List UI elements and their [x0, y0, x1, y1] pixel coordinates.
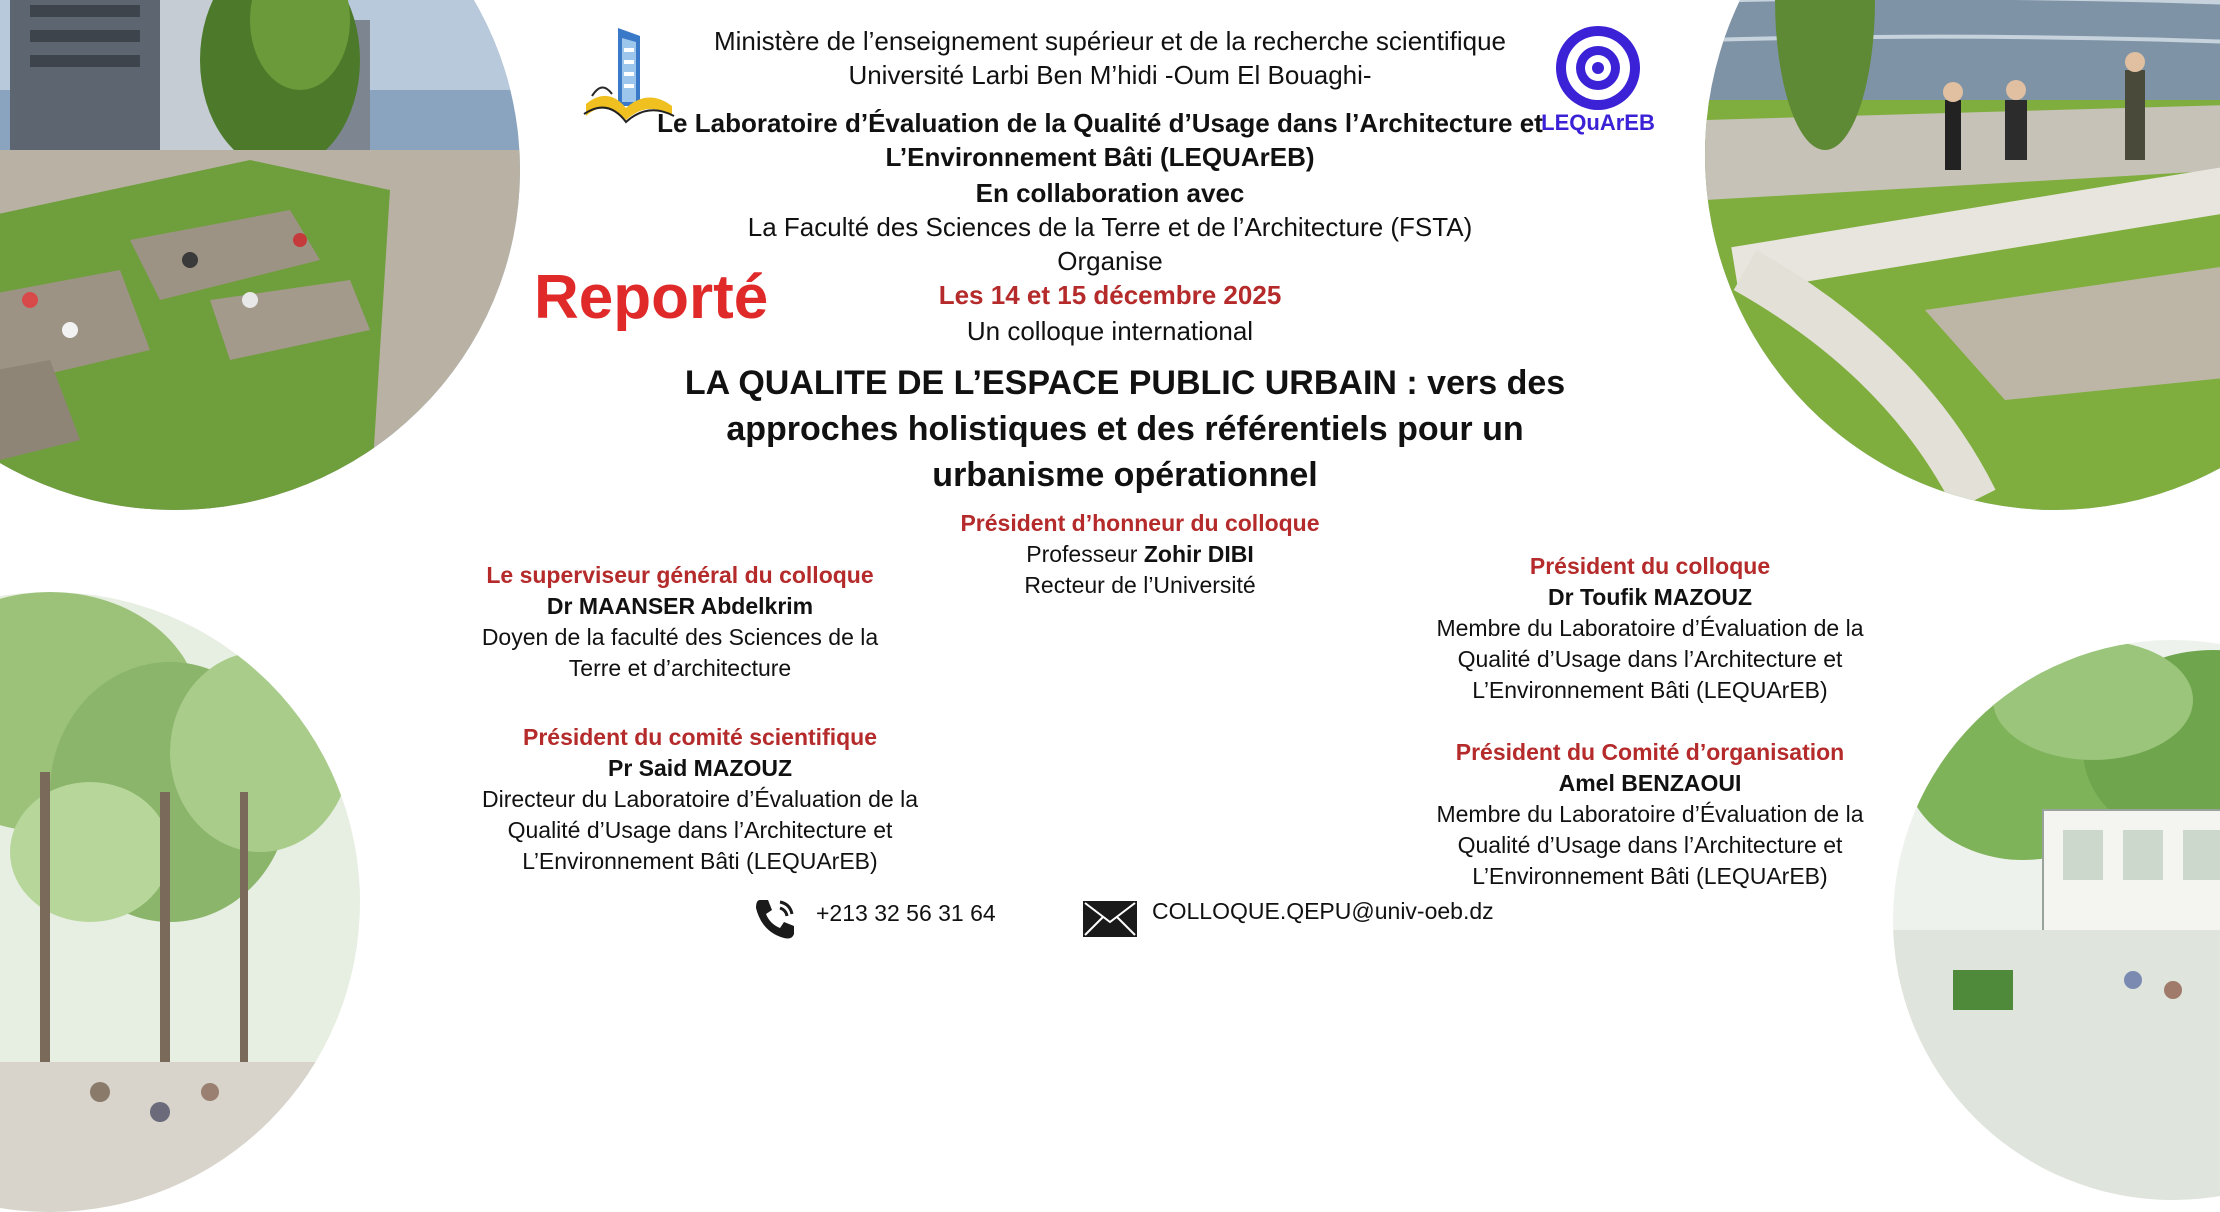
scientific-desc-2: Qualité d’Usage dans l’Architecture et [507, 817, 893, 843]
supervisor-desc-1: Doyen de la faculté des Sciences de la [481, 624, 879, 650]
lab-logo-text: LEQuArEB [1541, 110, 1655, 135]
president-role: Président du colloque [1529, 553, 1771, 579]
honor-name-line [880, 539, 1400, 570]
faculty-line: La Faculté des Sciences de la Terre et de l’Architecture (FSTA) [747, 212, 1473, 242]
event-type: Un colloque international [966, 316, 1254, 346]
honor-prefix: Professeur [1026, 541, 1138, 567]
phone-icon [752, 896, 800, 947]
ministry-line: Ministère de l’enseignement supérieur et de la recherche scientifique [714, 26, 1506, 56]
organizing-desc-2: Qualité d’Usage dans l’Architecture et [1457, 832, 1843, 858]
supervisor-block [440, 560, 920, 684]
event-dates: Les 14 et 15 décembre 2025 [938, 280, 1282, 310]
envelope-icon [1082, 900, 1138, 943]
supervisor-desc-2: Terre et d’architecture [568, 655, 792, 681]
honor-president-block [880, 508, 1400, 601]
postponed-label: Reporté [534, 263, 769, 332]
supervisor-name: Dr MAANSER Abdelkrim [546, 593, 814, 619]
scientific-committee-block [440, 722, 960, 877]
photo-tree-avenue-sketch [0, 592, 360, 1212]
honor-name: Zohir DIBI [1143, 541, 1254, 567]
scientific-role: Président du comité scientifique [522, 724, 878, 750]
honor-desc: Recteur de l’Université [1024, 572, 1256, 598]
organise-line: Organise [1057, 246, 1163, 276]
president-desc-1: Membre du Laboratoire d’Évaluation de la [1436, 615, 1864, 641]
photo-plaza-sketch [1893, 640, 2220, 1200]
president-block [1390, 551, 1910, 706]
scientific-desc-3: L’Environnement Bâti (LEQUArEB) [522, 848, 878, 874]
scientific-name: Pr Said MAZOUZ [607, 755, 792, 781]
organizing-name: Amel BENZAOUI [1558, 770, 1742, 796]
organizing-committee-block [1390, 737, 1910, 892]
president-desc-3: L’Environnement Bâti (LEQUArEB) [1472, 677, 1828, 703]
university-line: Université Larbi Ben M’hidi -Oum El Bouaghi- [848, 60, 1372, 90]
organizing-desc-3: L’Environnement Bâti (LEQUArEB) [1472, 863, 1828, 889]
scientific-desc-1: Directeur du Laboratoire d’Évaluation de la [482, 786, 918, 812]
collaboration-line: En collaboration avec [975, 178, 1245, 208]
colloquium-title: LA QUALITE DE L’ESPACE PUBLIC URBAIN : vers des approches holistiques et des référentiels pour un urbanisme opérationnel [684, 364, 1566, 494]
organizing-role: Président du Comité d’organisation [1455, 739, 1845, 765]
organizing-desc-1: Membre du Laboratoire d’Évaluation de la [1436, 801, 1864, 827]
contact-email[interactable]: COLLOQUE.QEPU@univ-oeb.dz [1152, 898, 1494, 924]
president-name: Dr Toufik MAZOUZ [1548, 584, 1752, 610]
contact-phone[interactable]: +213 32 56 31 64 [816, 900, 996, 926]
supervisor-role: Le superviseur général du colloque [486, 562, 874, 588]
president-desc-2: Qualité d’Usage dans l’Architecture et [1457, 646, 1843, 672]
honor-role: Président d’honneur du colloque [960, 510, 1320, 536]
laboratory-line: Le Laboratoire d’Évaluation de la Qualité d’Usage dans l’Architecture et L’Environnement Bâti (LEQUArEB) [657, 108, 1543, 172]
